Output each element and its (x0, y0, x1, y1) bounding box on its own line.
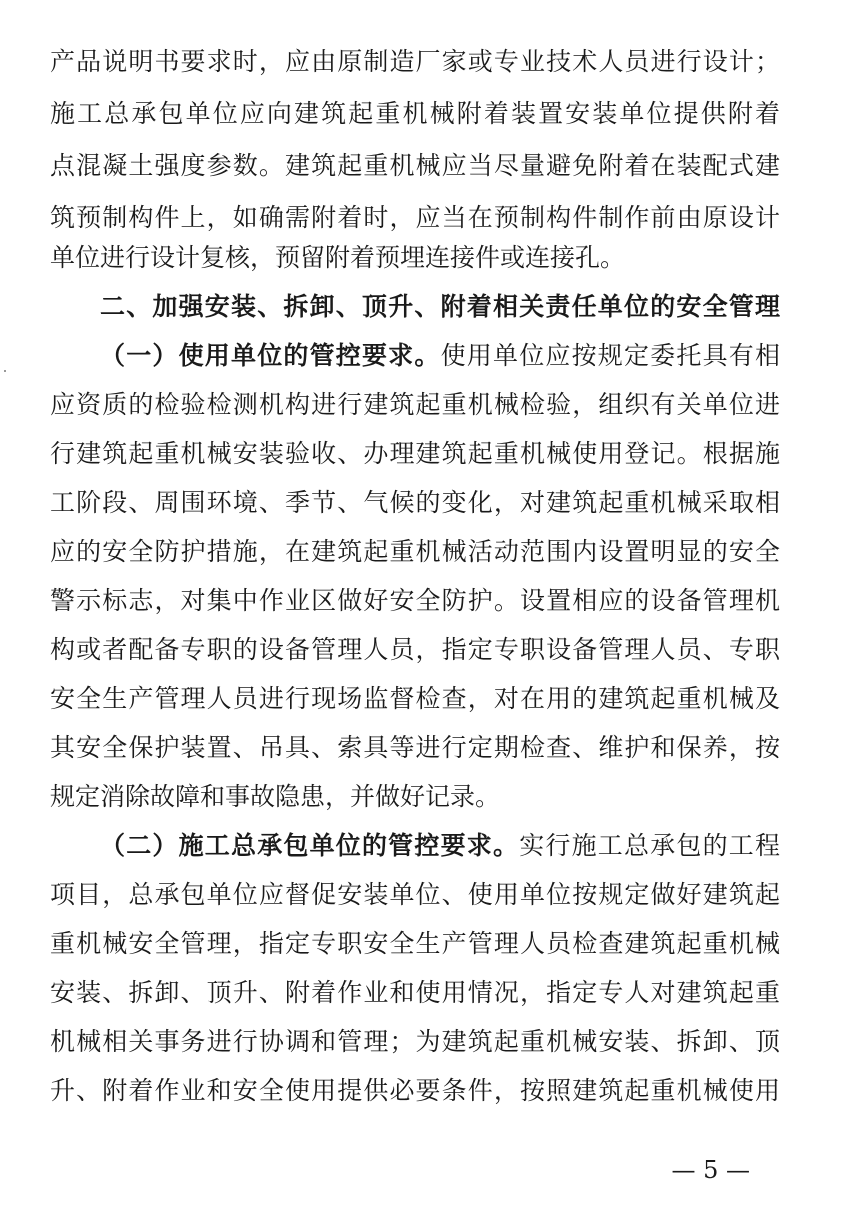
paragraph-line: 应的安全防护措施，在建筑起重机械活动范围内设置明显的安全 (50, 537, 780, 566)
sub2-first-line-rest: 实行施工总承包的工程 (519, 831, 780, 860)
paragraph-line: 点混凝土强度参数。建筑起重机械应当尽量避免附着在装配式建 (50, 151, 780, 180)
sub1-first-line (100, 336, 780, 376)
paragraph-line: 构或者配备专职的设备管理人员，指定专职设备管理人员、专职 (50, 635, 780, 664)
paragraph-line: 单位进行设计复核，预留附着预埋连接件或连接孔。 (50, 243, 626, 272)
paragraph-line: 其安全保护装置、吊具、索具等进行定期检查、维护和保养，按 (50, 733, 780, 762)
paragraph-line: 重机械安全管理，指定专职安全生产管理人员检查建筑起重机械 (50, 929, 780, 958)
sub2-first-line (100, 826, 780, 866)
paragraph-line: 施工总承包单位应向建筑起重机械附着装置安装单位提供附着 (50, 99, 780, 128)
paragraph-line: 安装、拆卸、顶升、附着作业和使用情况，指定专人对建筑起重 (50, 978, 780, 1007)
paragraph-line: 升、附着作业和安全使用提供必要条件，按照建筑起重机械使用 (50, 1076, 780, 1105)
paragraph-line: 筑预制构件上，如确需附着时，应当在预制构件制作前由原设计 (50, 203, 780, 232)
paragraph-line: 警示标志，对集中作业区做好安全防护。设置相应的设备管理机 (50, 586, 780, 615)
paragraph-line: 规定消除故障和事故隐患，并做好记录。 (50, 782, 501, 811)
page-number: — 5 — (671, 1156, 750, 1184)
paragraph-line: 项目，总承包单位应督促安装单位、使用单位按规定做好建筑起 (50, 880, 780, 909)
sub1-first-line-rest: 使用单位应按规定委托具有相 (440, 341, 780, 370)
paragraph-line: 机械相关事务进行协调和管理；为建筑起重机械安装、拆卸、顶 (50, 1027, 780, 1056)
scan-speck (4, 370, 6, 372)
paragraph-line: 行建筑起重机械安装验收、办理建筑起重机械使用登记。根据施 (50, 439, 780, 468)
sub2-title: （二）施工总承包单位的管控要求。 (100, 831, 520, 860)
paragraph-line: 工阶段、周围环境、季节、气候的变化，对建筑起重机械采取相 (50, 488, 780, 517)
paragraph-line: 安全生产管理人员进行现场监督检查，对在用的建筑起重机械及 (50, 684, 780, 713)
paragraph-line: 产品说明书要求时，应由原制造厂家或专业技术人员进行设计； (50, 47, 780, 76)
sub1-title: （一）使用单位的管控要求。 (100, 341, 441, 370)
paragraph-line: 应资质的检验检测机构进行建筑起重机械检验，组织有关单位进 (50, 390, 780, 419)
section-heading: 二、加强安装、拆卸、顶升、附着相关责任单位的安全管理 (100, 292, 780, 321)
